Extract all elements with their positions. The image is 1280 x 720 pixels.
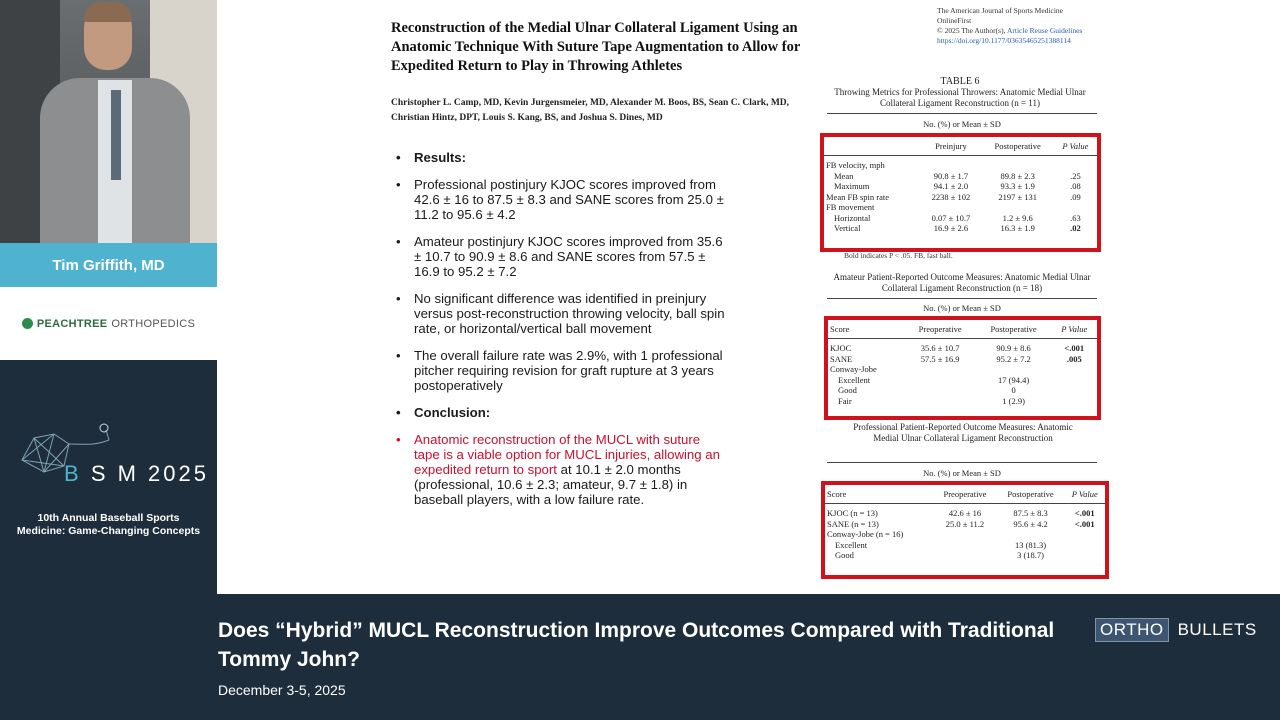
table-cell <box>1052 396 1097 407</box>
table-cell: 1 (2.9) <box>1002 395 1025 406</box>
table-cell: FB velocity, mph <box>826 160 885 170</box>
amateur-highlight <box>824 316 1101 420</box>
table-row <box>825 519 1105 530</box>
table-row <box>825 529 1105 540</box>
table-header: Score <box>825 485 933 504</box>
table-cell: <.001 <box>1074 518 1095 529</box>
table-row <box>825 540 1105 551</box>
professional-table <box>825 485 1105 561</box>
brand-rest: BULLETS <box>1177 620 1257 639</box>
professional-caption: Professional Patient-Reported Outcome Measures: Anatomic Medial Ulnar Collateral Ligament Reconstruction <box>853 422 1073 443</box>
table-header <box>824 137 920 156</box>
table-header: Preoperative <box>905 320 976 339</box>
table-cell <box>1052 375 1097 386</box>
table-cell: Fair <box>838 395 852 406</box>
reuse-guidelines-link: Article Reuse Guidelines <box>1006 26 1083 35</box>
conclusion-item: • Anatomic reconstruction of the MUCL with suture tape is a viable option for MUCL injuries, allowing an expedited return to sport at 10.1 ± 2.0 months (professional, 10.6 ± 2.3; amateur, 9.7 ± 1.8) in baseball players, with a low failure rate. <box>395 432 725 507</box>
table-cell <box>905 396 976 407</box>
list-item: • Professional postinjury KJOC scores improved from 42.6 ± 16 to 87.5 ± 8.3 and SANE scores from 25.0 ± 11.2 to 95.6 ± 4.2 <box>395 177 725 222</box>
table-header: P Value <box>1054 137 1097 156</box>
findings-list <box>395 150 725 519</box>
table-row <box>825 550 1105 561</box>
table-row <box>828 354 1097 365</box>
table-cell: 16.9 ± 2.6 <box>933 223 969 233</box>
table-header: Score <box>828 320 905 339</box>
table-cell <box>933 540 996 551</box>
table-cell <box>1052 385 1097 396</box>
table-cell: Mean <box>834 170 854 181</box>
professional-highlight <box>821 481 1109 579</box>
table-cell: 87.5 ± 8.3 <box>1013 508 1048 518</box>
list-item: • The overall failure rate was 2.9%, with 1 professional pitcher requiring revision for graft rupture at 3 years postoperatively <box>395 348 725 393</box>
table-cell <box>976 364 1052 375</box>
peachtree-logo-icon <box>22 318 33 329</box>
table-cell <box>905 364 976 375</box>
table-cell <box>1052 364 1097 375</box>
table-cell: 16.3 ± 1.9 <box>1000 223 1035 233</box>
table-header: Postoperative <box>976 320 1052 339</box>
table-cell: <.001 <box>1074 508 1095 518</box>
bsm-logo-text: B S M 2025 <box>64 461 209 486</box>
table-cell: Maximum <box>834 181 870 191</box>
results-heading: • Results: <box>395 150 725 165</box>
table-cell: 25.0 ± 11.2 <box>945 518 985 529</box>
table-cell <box>933 529 996 540</box>
table6 <box>824 137 1097 234</box>
table-cell: 3 (18.7) <box>1017 550 1044 560</box>
table-cell <box>1064 529 1105 540</box>
table-row <box>824 156 1097 171</box>
table-cell: 13 (81.3) <box>1014 539 1047 550</box>
table-cell: 17 (94.4) <box>998 374 1030 385</box>
table-cell: 57.5 ± 16.9 <box>920 353 960 364</box>
table-cell <box>933 550 996 561</box>
amateur-table <box>828 320 1097 406</box>
table-cell: FB movement <box>826 202 875 212</box>
amateur-caption: Amateur Patient-Reported Outcome Measures: Anatomic Medial Ulnar Collateral Ligament Reconstruction (n = 18) <box>833 272 1091 293</box>
practice-name-bold: PEACHTREE <box>36 317 108 330</box>
table-cell: Good <box>835 550 854 560</box>
table-header: Preinjury <box>920 137 981 156</box>
table-cell: .08 <box>1070 181 1081 191</box>
table-row <box>824 202 1097 213</box>
article-authors: Christopher L. Camp, MD, Kevin Jurgensmeier, MD, Alexander M. Boos, BS, Sean C. Clark, MD, Christian Hintz, DPT, Louis S. Kang, BS, and Joshua S. Dines, MD <box>391 98 790 123</box>
practice-name-rest: ORTHOPEDICS <box>111 317 196 330</box>
table-cell <box>982 202 1054 213</box>
speaker-video <box>0 0 217 243</box>
table-cell <box>1054 202 1097 213</box>
table-row <box>828 385 1097 396</box>
table-header: Postoperative <box>997 485 1065 504</box>
table-cell: KJOC (n = 13) <box>827 508 878 518</box>
table-row <box>824 181 1097 192</box>
table-cell <box>905 385 976 396</box>
event-name: 10th Annual Baseball Sports Medicine: Game-Changing Concepts <box>16 512 201 537</box>
left-panel <box>0 0 217 594</box>
table-header: Postoperative <box>982 137 1054 156</box>
table-row <box>828 396 1097 407</box>
table-row <box>828 364 1097 375</box>
bsm-net-logo-icon <box>14 420 204 500</box>
table-cell: .005 <box>1066 353 1082 364</box>
table-cell: Good <box>838 385 857 395</box>
table-cell <box>1064 550 1105 561</box>
table-cell: 35.6 ± 10.7 <box>920 343 960 353</box>
table-cell <box>997 529 1065 540</box>
table-cell <box>982 156 1054 171</box>
table-cell: Excellent <box>838 374 871 385</box>
table-row <box>825 504 1105 519</box>
talk-title: Does “Hybrid” MUCL Reconstruction Improve Outcomes Compared with Traditional Tommy John? <box>218 619 1055 671</box>
table-cell: Mean FB spin rate <box>826 191 890 202</box>
table-cell: 95.2 ± 7.2 <box>996 353 1031 364</box>
slide <box>217 0 1280 594</box>
table-row <box>828 339 1097 354</box>
conclusion-heading: • Conclusion: <box>395 405 725 420</box>
table-cell: .25 <box>1070 170 1081 181</box>
table-cell: KJOC <box>830 343 852 353</box>
table-row <box>824 213 1097 224</box>
table-cell <box>920 202 981 213</box>
table-cell: 0 <box>1011 385 1016 395</box>
table-header: P Value <box>1052 320 1097 339</box>
table-cell: SANE <box>830 353 853 364</box>
table-cell <box>1064 540 1105 551</box>
table-cell: 95.6 ± 4.2 <box>1013 518 1048 529</box>
practice-logo <box>0 287 217 360</box>
table-cell: 94.1 ± 2.0 <box>933 181 969 191</box>
brand-box: ORTHO <box>1095 618 1169 642</box>
table-cell: SANE (n = 13) <box>827 518 879 529</box>
table-cell: 90.9 ± 8.6 <box>996 343 1031 353</box>
table-row <box>824 171 1097 182</box>
table-cell: Conway-Jobe <box>830 364 877 374</box>
list-item: • Amateur postinjury KJOC scores improved from 35.6 ± 10.7 to 90.9 ± 8.6 and SANE scores from 57.5 ± 16.9 to 95.2 ± 7.2 <box>395 234 725 279</box>
table-header: P Value <box>1064 485 1105 504</box>
table-cell: 2238 ± 102 <box>931 191 971 202</box>
amateur-subhead: No. (%) or Mean ± SD <box>923 303 1001 313</box>
table-row <box>824 192 1097 203</box>
table-cell: 0.07 ± 10.7 <box>931 212 971 223</box>
table-cell: 90.8 ± 1.7 <box>933 170 969 181</box>
table-cell: .02 <box>1070 223 1081 233</box>
table-row <box>828 375 1097 386</box>
table-cell: 2197 ± 131 <box>998 191 1038 202</box>
table-cell: .63 <box>1070 212 1081 223</box>
table-cell: 89.8 ± 2.3 <box>1000 170 1035 181</box>
table-header: Preoperative <box>933 485 996 504</box>
table-cell: Excellent <box>835 539 868 550</box>
table-cell: .09 <box>1070 191 1081 202</box>
table6-caption: TABLE 6 Throwing Metrics for Professional Throwers: Anatomic Medial Ulnar Collateral Ligament Reconstruction (n = 11) <box>834 76 1086 108</box>
bottom-banner <box>0 594 1280 720</box>
table-cell <box>1054 156 1097 171</box>
table-cell: Horizontal <box>834 212 871 223</box>
journal-info: The American Journal of Sports Medicine OnlineFirst © 2025 The Author(s), Article Reuse Guidelines https://doi.org/10.1177/03635465251388114 <box>937 6 1083 45</box>
speaker-name: Tim Griffith, MD <box>0 243 217 287</box>
professional-subhead: No. (%) or Mean ± SD <box>923 468 1001 478</box>
table6-highlight <box>820 133 1101 252</box>
table-row <box>824 223 1097 234</box>
table-cell: 42.6 ± 16 <box>948 508 982 518</box>
table-cell: <.001 <box>1064 343 1085 353</box>
table-cell: Conway-Jobe (n = 16) <box>827 529 904 539</box>
table6-note: Bold indicates P < .05. FB, fast ball. <box>844 251 953 260</box>
table6-subhead: No. (%) or Mean ± SD <box>923 119 1001 129</box>
table-cell <box>920 156 981 171</box>
table-cell <box>905 375 976 386</box>
list-item: • No significant difference was identified in preinjury versus post-reconstruction throwing velocity, ball spin rate, or horizontal/vertical ball movement <box>395 291 725 336</box>
table-cell: 93.3 ± 1.9 <box>1000 181 1035 191</box>
table-cell: 1.2 ± 9.6 <box>1002 212 1033 223</box>
orthobullets-logo <box>1095 618 1257 642</box>
talk-date: December 3-5, 2025 <box>218 682 346 698</box>
table-cell: Vertical <box>834 223 861 233</box>
article-title: Reconstruction of the Medial Ulnar Collateral Ligament Using an Anatomic Technique With Suture Tape Augmentation to Allow for Expedited Return to Play in Throwing Athletes <box>391 20 801 74</box>
